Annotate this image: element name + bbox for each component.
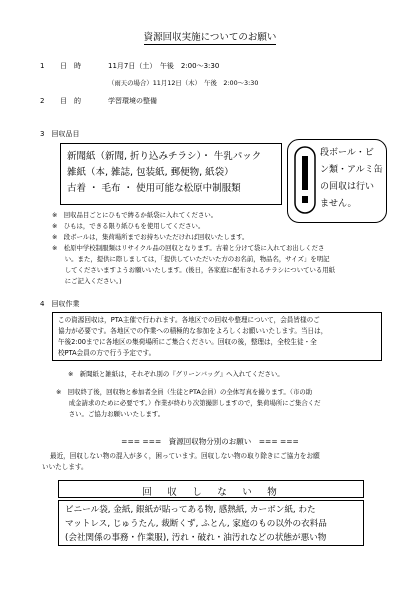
- work-line: 協力が必要です。各地区での作業への積極的な参加をよろしくお願いいたします。当日は，: [58, 327, 328, 335]
- warning-line: ン類・アルミ缶: [320, 165, 383, 175]
- date-label: 日 時: [60, 62, 81, 70]
- sorting-heading: === === 資源回収物分別のお願い === ===: [121, 437, 299, 446]
- green-bag-note: ※ 新聞紙と雑紙は，それぞれ別の『グリーンバッグ』へ入れてください。: [68, 370, 284, 378]
- photo-note: さい。ご協力お願いいたします。: [56, 410, 165, 418]
- sorting-intro: 最近，回収しない物の混入が多く，困っています。回収しない物の取り除きにご協力をお願: [50, 452, 320, 460]
- work-line: 校PTA会員の方で行う予定です。: [58, 349, 156, 357]
- not-collected-title-box: [58, 480, 364, 498]
- not-collected-list-box: [58, 500, 364, 546]
- warning-line: の回収は行い: [320, 182, 375, 192]
- exclamation-icon: [294, 146, 316, 214]
- rain-date-value: （雨天の場合）11月12日（木） 午後 2:00～3:30: [108, 79, 259, 87]
- items-note: してくださいますようお願いいたします。(後日，各家庭に配布されるチラシについている用紙: [52, 266, 336, 274]
- items-note: ※ ひもは，できる限り紙ひもを使用してください。: [52, 222, 205, 230]
- work-line: 午後2:00までに各地区の集荷場所にご集合ください。回収の後，整理は，全校生徒・全: [58, 338, 317, 346]
- work-line: この資源回収は，PTA主催で行われます。各地区での回収や整理について，会員皆様のご: [58, 316, 320, 324]
- items-note: にご記入ください。): [52, 277, 122, 285]
- items-line: 古着 ・ 毛布 ・ 使用可能な松原中制服類: [67, 183, 241, 194]
- not-collected-line: マットレス, じゅうたん, 裁断くず, ふとん, 家庭のもの以外の衣料品: [65, 519, 327, 529]
- work-heading: 4 回収作業: [40, 300, 80, 308]
- items-note: ※ 回収品目ごとにひもで縛るか紙袋に入れてください。: [52, 211, 218, 219]
- no-collection-callout: [287, 139, 387, 223]
- not-collected-line: (会社関係の事務・作業服), 汚れ・破れ・油汚れなどの状態が悪い物: [65, 533, 327, 543]
- items-box: [60, 143, 282, 205]
- purpose-label: 目 的: [60, 97, 81, 105]
- purpose-number: 2: [40, 97, 45, 105]
- photo-note: ※ 回収終了後，回収物と参加者全員（生徒とPTA会員）の全体写真を撮ります。（市の助: [56, 388, 313, 396]
- sorting-intro: いいたします。: [42, 463, 88, 471]
- items-note: い。また，提供に際しましては，「提供していただいた方のお名前，物品名，サイズ」を明記: [52, 255, 330, 263]
- date-value: 11月7日（土） 午後 2:00～3:30: [108, 62, 220, 70]
- items-line: 新聞紙（新聞, 折り込みチラシ）・ 牛乳パック: [67, 151, 262, 162]
- work-box: [52, 312, 382, 361]
- purpose-value: 学習環境の整備: [108, 97, 157, 105]
- items-note: ※ 松原中学校制服類はリサイクル品の回収となります。古着と分けて袋に入れてお出しくださ: [52, 244, 325, 252]
- photo-note: 成金請求のために必要です。）作業が終わり次第撮影しますので，集荷場所にご集合くだ: [56, 399, 321, 407]
- items-heading: 3 回収品目: [40, 130, 80, 138]
- items-line: 雑紙（本, 雑誌, 包装紙, 郵便物, 紙袋）: [67, 167, 234, 178]
- warning-line: ません。: [320, 199, 357, 209]
- items-note: ※ 段ボールは，集荷場所までお持ちいただければ回収いたします。: [52, 233, 249, 241]
- warning-line: 段ボール・ビ: [320, 148, 374, 158]
- page-title: 資源回収実施についてのお願い: [143, 32, 277, 43]
- date-number: 1: [40, 62, 45, 70]
- not-collected-title: 回 収 し な い 物: [142, 487, 280, 498]
- not-collected-line: ビニール袋, 金紙, 銀紙が貼ってある物, 感熱紙, カーボン紙, わた: [65, 505, 316, 515]
